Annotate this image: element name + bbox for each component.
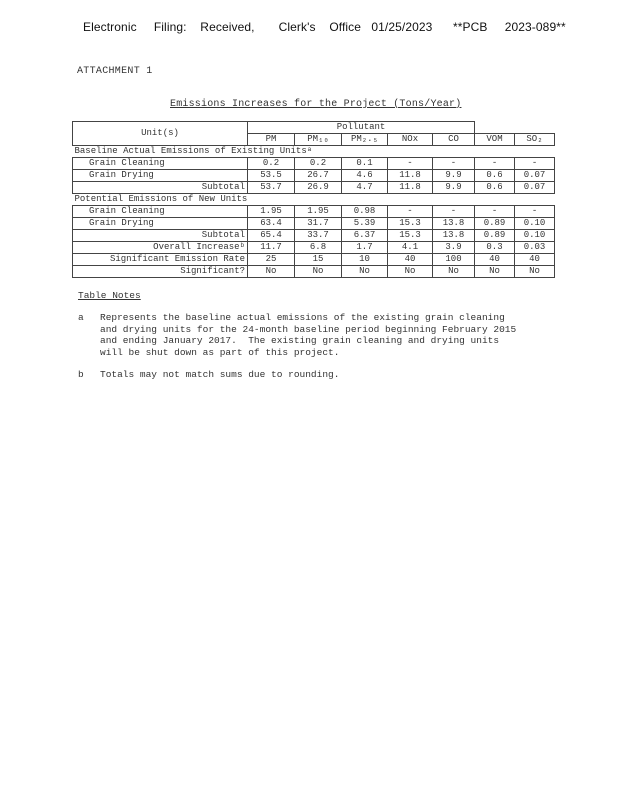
row-label: Subtotal: [73, 182, 248, 194]
table-title: [170, 99, 461, 110]
cell: 26.9: [295, 182, 342, 194]
cell: -: [433, 158, 475, 170]
cell: 4.7: [342, 182, 388, 194]
significant-rate-row: [73, 254, 555, 266]
cell: 63.4: [248, 218, 295, 230]
col-header: SO₂: [515, 134, 555, 146]
cell: 0.2: [248, 158, 295, 170]
row-label: Subtotal: [73, 230, 248, 242]
cell: -: [515, 206, 555, 218]
row-label: Grain Drying: [73, 218, 248, 230]
blank-cell: [475, 122, 515, 134]
cell: 25: [248, 254, 295, 266]
cell: 0.07: [515, 170, 555, 182]
col-header: PM: [248, 134, 295, 146]
cell: 15.3: [388, 218, 433, 230]
cell: 53.7: [248, 182, 295, 194]
col-header: PM₁₀: [295, 134, 342, 146]
cell: 5.39: [342, 218, 388, 230]
cell: No: [248, 266, 295, 278]
col-header: VOM: [475, 134, 515, 146]
col-header: PM₂.₅: [342, 134, 388, 146]
cell: -: [388, 206, 433, 218]
cell: 40: [515, 254, 555, 266]
cell: 0.6: [475, 170, 515, 182]
section-heading: Potential Emissions of New Units: [73, 194, 555, 206]
cell: -: [388, 158, 433, 170]
cell: 0.03: [515, 242, 555, 254]
subtotal-row: [73, 182, 555, 194]
cell: 0.98: [342, 206, 388, 218]
cell: 0.89: [475, 218, 515, 230]
unit-header: Unit(s): [73, 122, 248, 146]
cell: 1.95: [295, 206, 342, 218]
cell: 11.8: [388, 182, 433, 194]
note-text: Represents the baseline actual emissions of the existing grain cleaning and drying units for the 24-month baseline period beginning February 2015 and ending January 2017. The existing grain cleaning and drying units will be shut down as part of this project.: [100, 312, 517, 358]
row-label: Significant?: [73, 266, 248, 278]
cell: 40: [388, 254, 433, 266]
table-notes-title: Table Notes: [78, 290, 141, 301]
cell: 15: [295, 254, 342, 266]
cell: No: [475, 266, 515, 278]
table-row: [73, 170, 555, 182]
cell: 40: [475, 254, 515, 266]
cell: 3.9: [433, 242, 475, 254]
table-row: [73, 206, 555, 218]
cell: -: [475, 158, 515, 170]
table-row: [73, 158, 555, 170]
cell: 11.8: [388, 170, 433, 182]
cell: 4.6: [342, 170, 388, 182]
note-text: Totals may not match sums due to rounding.: [100, 369, 340, 380]
emissions-table: [72, 121, 555, 278]
row-label: Grain Cleaning: [73, 206, 248, 218]
cell: 13.8: [433, 230, 475, 242]
cell: 31.7: [295, 218, 342, 230]
cell: 0.6: [475, 182, 515, 194]
overall-increase-row: [73, 242, 555, 254]
cell: No: [295, 266, 342, 278]
cell: 6.8: [295, 242, 342, 254]
cell: 4.1: [388, 242, 433, 254]
note-marker: a: [78, 312, 84, 323]
cell: 0.10: [515, 230, 555, 242]
cell: -: [515, 158, 555, 170]
cell: 10: [342, 254, 388, 266]
section-heading: Baseline Actual Emissions of Existing Unitsᵃ: [73, 146, 555, 158]
cell: 26.7: [295, 170, 342, 182]
header-row-pollutant: [73, 122, 555, 134]
cell: 0.2: [295, 158, 342, 170]
row-label: Grain Drying: [73, 170, 248, 182]
cell: 0.3: [475, 242, 515, 254]
cell: 0.89: [475, 230, 515, 242]
row-label: Grain Cleaning: [73, 158, 248, 170]
cell: 33.7: [295, 230, 342, 242]
cell: No: [433, 266, 475, 278]
table-note-b: [78, 369, 340, 381]
cell: 1.7: [342, 242, 388, 254]
cell: 9.9: [433, 182, 475, 194]
cell: 6.37: [342, 230, 388, 242]
attachment-label: ATTACHMENT 1: [77, 66, 153, 77]
cell: -: [433, 206, 475, 218]
cell: 65.4: [248, 230, 295, 242]
cell: No: [342, 266, 388, 278]
section-heading-baseline: [73, 146, 555, 158]
significant-row: [73, 266, 555, 278]
table-row: [73, 218, 555, 230]
cell: 15.3: [388, 230, 433, 242]
cell: 1.95: [248, 206, 295, 218]
cell: 0.1: [342, 158, 388, 170]
cell: -: [475, 206, 515, 218]
filing-stamp-header: Electronic Filing: Received, Clerk's Office 01/25/2023 **PCB 2023-089**: [83, 20, 566, 34]
cell: No: [388, 266, 433, 278]
note-marker: b: [78, 369, 84, 380]
cell: 13.8: [433, 218, 475, 230]
table-note-a: [78, 312, 517, 358]
cell: 0.07: [515, 182, 555, 194]
section-heading-potential: [73, 194, 555, 206]
row-label: Overall Increaseᵇ: [73, 242, 248, 254]
cell: 11.7: [248, 242, 295, 254]
col-header: NOx: [388, 134, 433, 146]
cell: 0.10: [515, 218, 555, 230]
subtotal-row: [73, 230, 555, 242]
cell: No: [515, 266, 555, 278]
cell: 9.9: [433, 170, 475, 182]
col-header: CO: [433, 134, 475, 146]
blank-cell: [515, 122, 555, 134]
table-title-text: Emissions Increases for the Project (Tons/Year): [170, 99, 462, 110]
row-label: Significant Emission Rate: [73, 254, 248, 266]
cell: 100: [433, 254, 475, 266]
pollutant-header: Pollutant: [248, 122, 475, 134]
cell: 53.5: [248, 170, 295, 182]
